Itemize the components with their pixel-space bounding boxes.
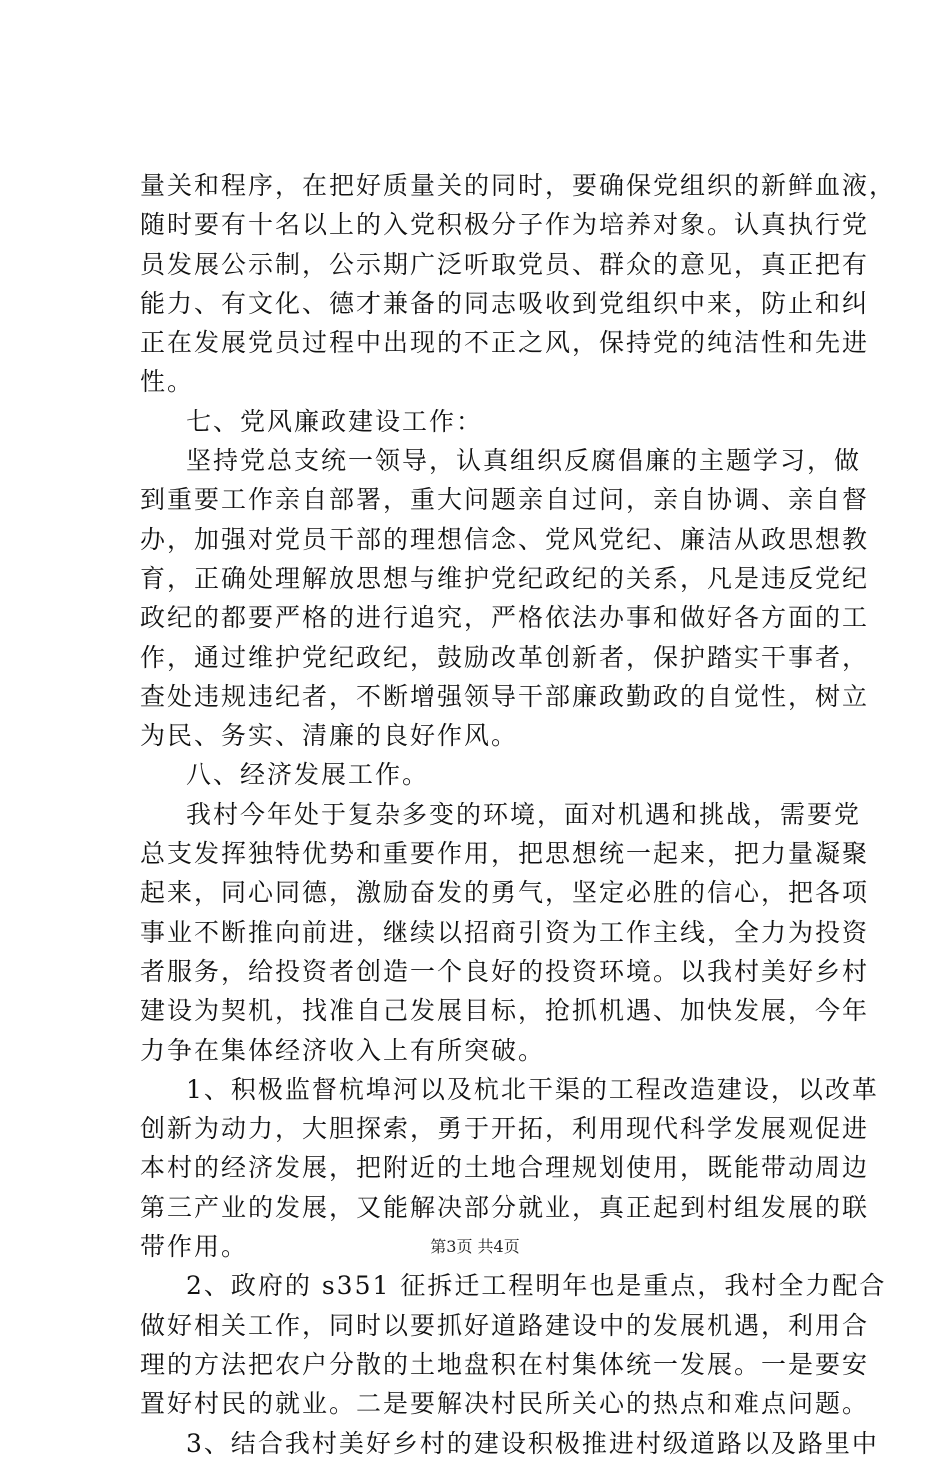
text-line: 作，通过维护党纪政纪，鼓励改革创新者，保护踏实干事者， [140,642,870,672]
text-line: 起来，同心同德，激励奋发的勇气，坚定必胜的信心，把各项 [140,878,870,908]
text-line: 七、党风廉政建设工作： [186,406,484,436]
text-line: 带作用。 [140,1232,249,1262]
text-line: 1、积极监督杭埠河以及杭北干渠的工程改造建设，以改革 [186,1074,879,1104]
text-line: 政纪的都要严格的进行追究，严格依法办事和做好各方面的工 [140,603,870,633]
document-body [140,166,897,1463]
text-line: 八、经济发展工作。 [186,760,430,790]
text-line: 量关和程序，在把好质量关的同时，要确保党组织的新鲜血液， [140,171,897,200]
text-line: 为民、务实、清廉的良好作风。 [140,721,519,751]
text-line: 3、结合我村美好乡村的建设积极推进村级道路以及路里中 [186,1428,879,1458]
text-line: 正在发展党员过程中出现的不正之风，保持党的纯洁性和先进 [140,328,870,358]
text-line: 做好相关工作，同时以要抓好道路建设中的发展机遇，利用合 [140,1310,870,1340]
text-line: 到重要工作亲自部署，重大问题亲自过问，亲自协调、亲自督 [140,485,870,515]
text-line: 置好村民的就业。二是要解决村民所关心的热点和难点问题。 [140,1389,870,1419]
text-line: 2、政府的 s351 征拆迁工程明年也是重点，我村全力配合 [186,1271,887,1301]
text-line: 建设为契机，找准自己发展目标，抢抓机遇、加快发展，今年 [140,996,870,1026]
text-line: 员发展公示制，公示期广泛听取党员、群众的意见，真正把有 [140,249,870,279]
text-line: 随时要有十名以上的入党积极分子作为培养对象。认真执行党 [140,210,870,240]
text-line: 理的方法把农户分散的土地盘积在村集体统一发展。一是要安 [140,1349,870,1379]
text-line: 创新为动力，大胆探索，勇于开拓，利用现代科学发展观促进 [140,1114,870,1144]
text-line: 查处违规违纪者，不断增强领导干部廉政勤政的自觉性，树立 [140,681,870,711]
text-line: 本村的经济发展，把附近的土地合理规划使用，既能带动周边 [140,1153,870,1183]
text-line: 办，加强对党员干部的理想信念、党风党纪、廉洁从政思想教 [140,524,870,554]
text-line: 能力、有文化、德才兼备的同志吸收到党组织中来，防止和纠 [140,288,870,318]
page-footer: 第3页 共4页 [430,1237,520,1256]
text-line: 总支发挥独特优势和重要作用，把思想统一起来，把力量凝聚 [140,839,870,869]
text-line: 者服务，给投资者创造一个良好的投资环境。以我村美好乡村 [140,956,870,986]
text-line: 育，正确处理解放思想与维护党纪政纪的关系，凡是违反党纪 [140,563,870,593]
text-line: 第三产业的发展，又能解决部分就业，真正起到村组发展的联 [140,1192,870,1222]
text-line: 事业不断推向前进，继续以招商引资为工作主线，全力为投资 [140,917,870,947]
text-line: 性。 [140,367,195,397]
text-line: 坚持党总支统一领导，认真组织反腐倡廉的主题学习，做 [186,446,862,476]
text-line: 力争在集体经济收入上有所突破。 [140,1035,546,1065]
text-line: 我村今年处于复杂多变的环境，面对机遇和挑战，需要党 [186,799,862,829]
